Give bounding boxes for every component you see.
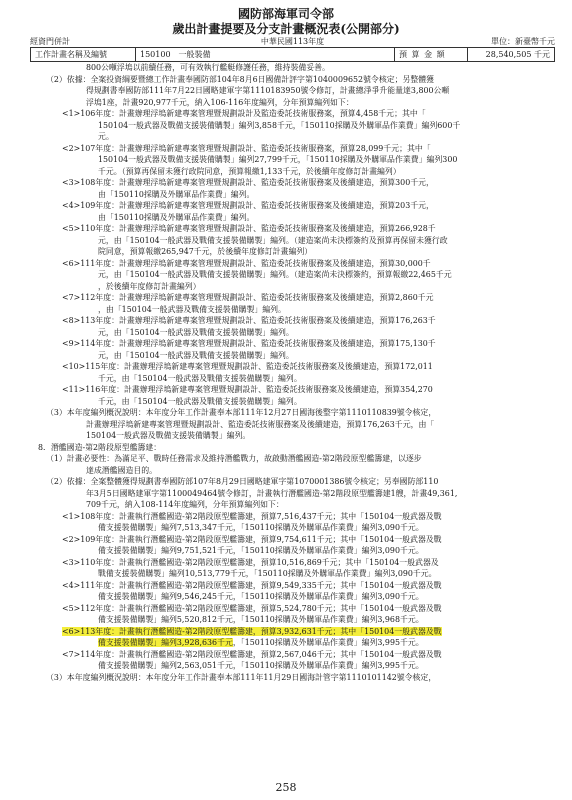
text-line [30,62,555,74]
text-line-content: <10>115年度：計畫辦理浮塢新建專案管理暨規劃設計、監造委託技術服務案及後續建造，預算172,011 [62,362,433,371]
text-line-content: 150104一般武器及戰備支援裝備購製」編列。 [86,431,251,440]
text-line-content: 由「150110採購及外購軍品作業費」編列。 [98,212,255,222]
unit-label: 單位：新臺幣千元 [491,37,555,46]
text-line [30,269,555,281]
text-line-content: （2）依據：全案整體獲得規劃書奉國防部107年8月29日國略建軍字第1070001386號令核定；另奉國防部110 [46,477,439,486]
text-line-content: 元，由「150104一般武器及戰備支援裝備購製」編列。 [98,350,294,360]
text-line-content: 800公噸浮塢以前續任務，可有效執行艦艇修護任務，維持裝備妥善。 [86,63,330,72]
text-line-content: <1>106年度：計畫辦理浮塢新建專案管理暨規劃設計及監造委託技術服務案，預算4,458千元；其中「 [62,109,426,118]
text-line [30,603,555,615]
text-line [30,246,555,258]
text-line-content: <3>110年度：計畫執行潛艦國造-第2階段原型艦籌建，預算10,516,869千元；其中「150104一般武器及 [62,557,439,567]
text-line-content: 浮塢1座，計畫920,977千元，納入106-116年度編列，分年預算編列如下： [86,97,354,107]
text-line [30,154,555,166]
text-line [30,672,555,684]
text-line-content: 計畫辦理浮塢新建專案管理暨規劃設計、監造委託技術服務案及後續建造，預算176,263千元，由「 [86,419,435,429]
text-line [30,131,555,143]
text-line-content: 院同意，預算報繳265,947千元，於後續年度修訂計畫編列） [98,247,313,256]
text-line [30,373,555,385]
text-line-content: 備支援裝備購製」編列2,563,051千元，「150110採購及外購軍品作業費」編列3,995千元。 [98,661,424,670]
budget-amount-label: 預 算 金 額 [395,48,468,62]
text-line [30,281,555,293]
dept-label: 經資門併計 [30,37,70,46]
text-line [30,419,555,431]
text-line [30,396,555,408]
text-line-content: <5>110年度：計畫辦理浮塢新建專案管理暨規劃設計、監造委託技術服務案及後續建造，預算266,928千 [62,224,436,233]
text-line-content: <6>111年度：計畫辦理浮塢新建專案管理暨規劃設計、監造委託技術服務案及後續建造，預算30,000千 [62,258,431,268]
text-line-content: <2>107年度：計畫辦理浮塢新建專案管理暨規劃設計、監造委託技術服務案，預算28,099千元；其中「 [62,143,431,153]
text-line-content: 年3月5日國略建軍字第1100049464號令修訂，計畫執行潛艦國造-第2階段原型艦籌建1艘，計畫49,361, [86,488,458,498]
text-line [30,384,555,396]
text-line-content: （3）本年度編列概況說明：本年度分年工作計畫奉本部111年12月27日國海後整字第1110110839號令核定， [46,408,437,417]
text-line [30,522,555,534]
plan-name-label: 工作計畫名稱及編號 [31,48,136,62]
text-line-content: <9>114年度：計畫辦理浮塢新建專案管理暨規劃設計、監造委託技術服務案及後續建造，預算175,130千 [62,339,436,348]
text-line-content: 備支援裝備購製」編列7,513,347千元，「150110採購及外購軍品作業費」編列3,090千元。 [98,523,424,532]
text-line-content: <4>111年度：計畫執行潛艦國造-第2階段原型艦籌建，預算9,549,335千元；其中「150104一般武器及戰 [62,580,442,590]
text-line [30,614,555,626]
plan-name-value: 150100 一般裝備 [136,48,395,62]
text-line [30,465,555,477]
text-line-content: 備支援裝備購製」編列9,751,521千元，「150110採購及外購軍品作業費」編列3,090千元。 [98,546,424,555]
text-line [30,637,555,649]
text-line [30,304,555,316]
text-line [30,453,555,465]
text-line [30,97,555,109]
text-line-content: 元，由「150104一般武器及戰備支援裝備購製」編列。 [98,327,294,337]
text-line [30,177,555,189]
text-line-content: 150104一般武器及戰備支援裝備購製」編列27,799千元，「150110採購及外購軍品作業費」編列300 [98,155,458,164]
text-line-content: （3）本年度編列概況說明：本年度分年工作計畫奉本部111年11月29日國海計管字第1110101142號令核定， [46,672,437,682]
text-line-content: 709千元，納入108-114年度編列，分年預算編列如下： [86,500,284,509]
text-line [30,350,555,362]
text-line [30,649,555,661]
document-body [30,62,555,683]
text-line-content: （1）計畫必要性：為滿足平、戰時任務需求及維持潛艦戰力，故啟動潛艦國造-第2階段原型艦籌建，以逐步 [46,454,422,463]
text-line [30,223,555,235]
text-line-content: <7>112年度：計畫辦理浮塢新建專案管理暨規劃設計、監造委託技術服務案及後續建造，預算2,860千元 [62,293,434,302]
text-line-rest: ，「150110採購及外購軍品作業費」編列3,995千元。 [232,638,424,647]
text-line-content: ，由「150104一般武器及戰備支援裝備購製」編列。 [98,304,286,314]
text-line [30,315,555,327]
text-line-content: 元。 [98,132,114,141]
text-line [30,327,555,339]
text-line [30,626,555,638]
text-line-content: <1>108年度：計畫執行潛艦國造-第2階段原型艦籌建，預算7,516,437千元；其中「150104一般武器及戰 [62,511,442,521]
text-line [30,85,555,97]
text-line-content: （2）依據：全案投資綱要暨總工作計畫奉國防部104年8月6日國備計評字第1040009652號令核定；另整體獲 [46,74,435,84]
page-title-table: 歲出計畫提要及分支計畫概況表(公開部分) [172,22,400,36]
text-line-content: <2>109年度：計畫執行潛艦國造-第2階段原型艦籌建，預算9,754,611千元；其中「150104一般武器及戰 [62,534,442,544]
text-line-content: 備支援裝備購製」編列5,520,812千元，「150110採購及外購軍品作業費」編列3,968千元。 [98,615,424,624]
text-line-content: <11>116年度：計畫辦理浮塢新建專案管理暨規劃設計、監造委託技術服務案及後續建造，預算354,270 [62,385,433,394]
text-line-content: <7>114年度：計畫執行潛艦國造-第2階段原型艦籌建，預算2,567,046千元；其中「150104一般武器及戰 [62,649,442,659]
text-line-content: 由「150110採購及外購軍品作業費」編列。 [98,189,255,199]
text-line [30,534,555,546]
text-line-content: 8．潛艦國造-第2階段原型艦籌建： [38,442,162,452]
text-line-content: ，於後續年度修訂計畫編列） [98,281,201,291]
text-line-content: 備支援裝備購製」編列3,928,636千元 [98,638,233,647]
text-line [30,591,555,603]
text-line [30,235,555,247]
text-line-content: 元，由「150104一般武器及戰備支援裝備購製」編列。（建造案尚未決標簽約，預算報繳22,465千元 [98,270,452,279]
text-line [30,511,555,523]
plan-row [31,48,555,62]
text-line [30,361,555,373]
text-line-content: <5>112年度：計畫執行潛艦國造-第2階段原型艦籌建，預算5,524,780千元；其中「150104一般武器及戰 [62,603,442,613]
text-line-content: 150104一般武器及戰備支援裝備購製」編列3,858千元，「150110採購及外購軍品作業費」編列600千 [98,120,461,130]
text-line [30,476,555,488]
text-line [30,580,555,592]
year-label: 中華民國113年度 [260,37,325,46]
text-line [30,292,555,304]
text-line-content: 達成潛艦國造目的。 [86,465,158,475]
budget-amount-value: 28,540,505 千元 [468,48,555,62]
text-line-content: 千元。（預算再保留未獲行政院同意，預算報繳1,133千元，於後續年度修訂計畫編列） [98,166,401,176]
text-line [30,189,555,201]
text-line [30,108,555,120]
text-line [30,660,555,672]
page-title-agency: 國防部海軍司令部 [237,7,334,21]
text-line-content: <4>109年度：計畫辦理浮塢新建專案管理暨規劃設計、監造委託技術服務案及後續建造，預算203千元， [62,201,434,210]
text-line [30,407,555,419]
text-line-content: 戰備支援裝備購製」編列10,513,779千元，「150110採購及外購軍品作業費」編列3,090千元。 [98,569,437,578]
page-number: 258 [275,781,297,794]
text-line-content: <8>113年度：計畫辦理浮塢新建專案管理暨規劃設計、監造委託技術服務案及後續建造，預算176,263千 [62,316,436,325]
text-line-content: 千元，由「150104一般武器及戰備支援裝備購製」編列。 [98,373,302,383]
text-line-content: <6>113年度：計畫執行潛艦國造-第2階段原型艦籌建，預算3,932,631千元；其中「150104一般武器及戰 [62,626,442,636]
text-line [30,545,555,557]
text-line [30,212,555,224]
text-line-content: 備支援裝備購製」編列9,546,245千元，「150110採購及外購軍品作業費」編列3,090千元。 [98,592,424,601]
text-line-content: 千元，由「150104一般武器及戰備支援裝備購製」編列。 [98,396,302,406]
text-line [30,568,555,580]
text-line [30,120,555,132]
text-line-content: <3>108年度：計畫辦理浮塢新建專案管理暨規劃設計、監造委託技術服務案及後續建造，預算300千元， [62,178,434,187]
text-line [30,557,555,569]
text-line [30,74,555,86]
text-line [30,200,555,212]
text-line [30,499,555,511]
text-line [30,430,555,442]
text-line [30,166,555,178]
text-line-content: 元，由「150104一般武器及戰備支援裝備購製」編列。（建造案尚未決標簽約及預算再保留未獲行政 [98,235,448,245]
text-line [30,338,555,350]
plan-header-table [30,47,555,62]
text-line [30,143,555,155]
text-line-content: 得規劃書奉國防部111年7月22日國略建軍字第1110183950號令修訂，計畫總淨爭升能量達3,800公噸 [86,86,450,95]
text-line [30,442,555,454]
text-line [30,488,555,500]
text-line [30,258,555,270]
